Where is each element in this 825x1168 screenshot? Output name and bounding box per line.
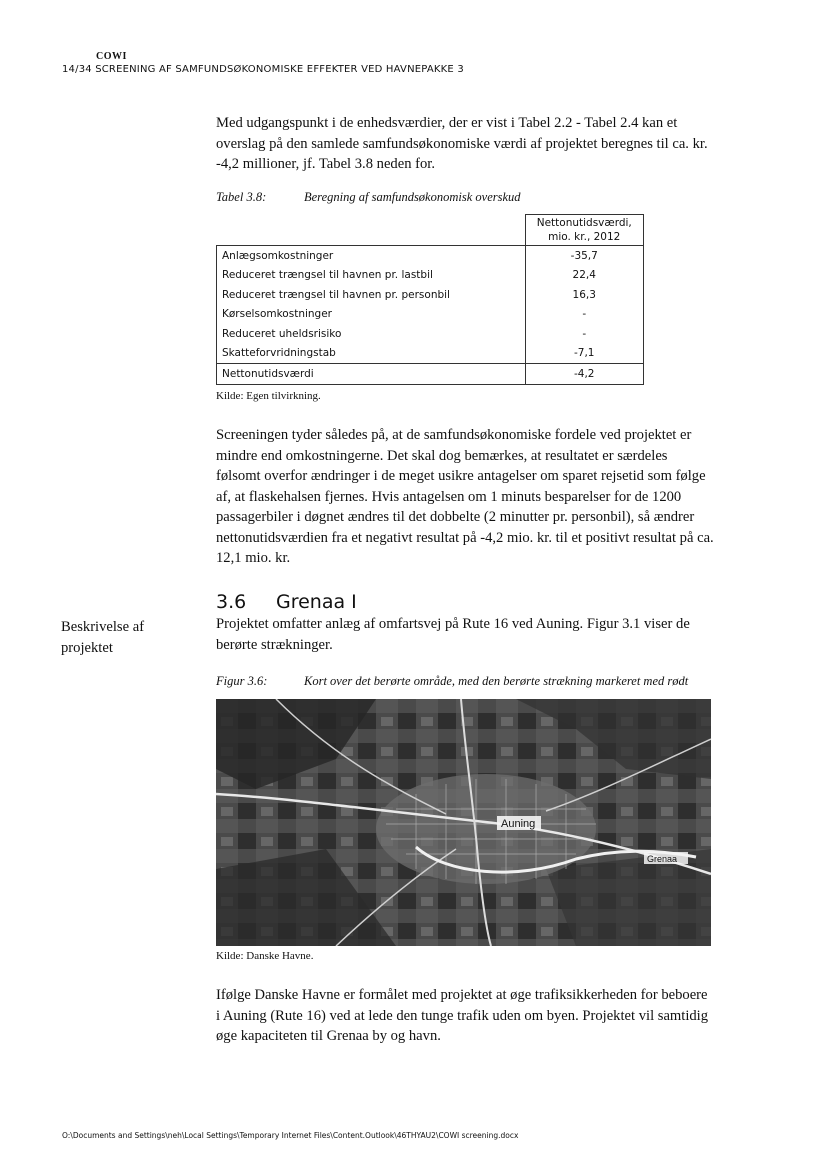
figure-caption-number: Figur 3.6:: [216, 674, 268, 688]
company-logo-text: COWI: [96, 51, 127, 62]
aerial-map-image: [216, 699, 711, 946]
table-caption-number: Tabel 3.8:: [216, 190, 267, 204]
table-row: [217, 285, 644, 305]
file-path-footer: O:\Documents and Settings\neh\Local Settings\Temporary Internet Files\Content.Outlook\46THYAU2\COWI screening.docx: [62, 1131, 519, 1140]
map-road-label: Grenaa: [647, 854, 678, 864]
table-row: [217, 324, 644, 344]
table-caption: [216, 190, 521, 205]
table-row-value: 22,4: [525, 266, 644, 286]
margin-note: Beskrivelse af projektet: [61, 619, 145, 656]
table-total-label: Nettonutidsværdi: [217, 364, 526, 385]
table-row-value: -: [525, 305, 644, 325]
figure-caption-title: Kort over det berørte område, med den berørte strækning markeret med rødt: [304, 674, 689, 688]
table-row-value: -7,1: [525, 344, 644, 364]
section-title: Grenaa I: [276, 591, 357, 613]
cost-benefit-table: [216, 214, 644, 385]
intro-paragraph: Med udgangspunkt i de enhedsværdier, der er vist i Tabel 2.2 - Tabel 2.4 kan et overslag på den samlede samfundsøkonomiske værdi af projektet beregnes til ca. kr. -4,2 millioner, jf. Tabel 3.8 neden for.: [216, 115, 708, 172]
table-row: [217, 344, 644, 364]
screening-paragraph: Screeningen tyder således på, at de samfundsøkonomiske fordele ved projektet er mindre end omkostningerne. Det skal dog bemærkes, at resultatet er særdeles følsomt overfor ændringer i de meget usikre antagelser om sparet rejsetid som følge af, at flaskehalsen fjernes. Hvis antagelsen om 1 minuts besparelser for de 1200 passagerbiler i døgnet ændres til det dobbelte (2 minutter pr. personbil), så ændrer nettonutidsværdien fra et negativt resultat på -4,2 mio. kr. til et positivt resultat på ca. 12,1 mio. kr.: [216, 427, 714, 566]
table-row-label: Skatteforvridningstab: [217, 344, 526, 364]
table-total-row: [217, 364, 644, 385]
table-row-label: Anlægsomkostninger: [217, 246, 526, 266]
table-row-label: Kørselsomkostninger: [217, 305, 526, 325]
table-row-label: Reduceret trængsel til havnen pr. personbil: [217, 285, 526, 305]
table-row: [217, 266, 644, 286]
figure-caption: [216, 674, 688, 689]
table-row: [217, 305, 644, 325]
project-paragraph: Projektet omfatter anlæg af omfartsvej på Rute 16 ved Auning. Figur 3.1 viser de berørte strækninger.: [216, 616, 690, 653]
table-total-value: -4,2: [525, 364, 644, 385]
table-header-value: Nettonutidsværdi, mio. kr., 2012: [525, 215, 644, 246]
table-row-value: -35,7: [525, 246, 644, 266]
figure-source: Kilde: Danske Havne.: [216, 950, 314, 962]
section-number: 3.6: [216, 591, 247, 613]
table-row-label: Reduceret uheldsrisiko: [217, 324, 526, 344]
final-paragraph: Ifølge Danske Havne er formålet med projektet at øge trafiksikkerheden for beboere i Auning (Rute 16) ved at lede den tunge trafik uden om byen. Projektet vil samtidig øge kapaciteten til Grenaa by og havn.: [216, 987, 709, 1044]
map-town-label: Auning: [501, 818, 536, 830]
table-row: [217, 246, 644, 266]
table-row-value: -: [525, 324, 644, 344]
table-caption-title: Beregning af samfundsøkonomisk overskud: [304, 190, 521, 204]
table-row-value: 16,3: [525, 285, 644, 305]
table-row-label: Reduceret trængsel til havnen pr. lastbil: [217, 266, 526, 286]
page-header: 14/34 SCREENING AF SAMFUNDSØKONOMISKE EFFEKTER VED HAVNEPAKKE 3: [62, 64, 464, 75]
table-source: Kilde: Egen tilvirkning.: [216, 390, 321, 402]
